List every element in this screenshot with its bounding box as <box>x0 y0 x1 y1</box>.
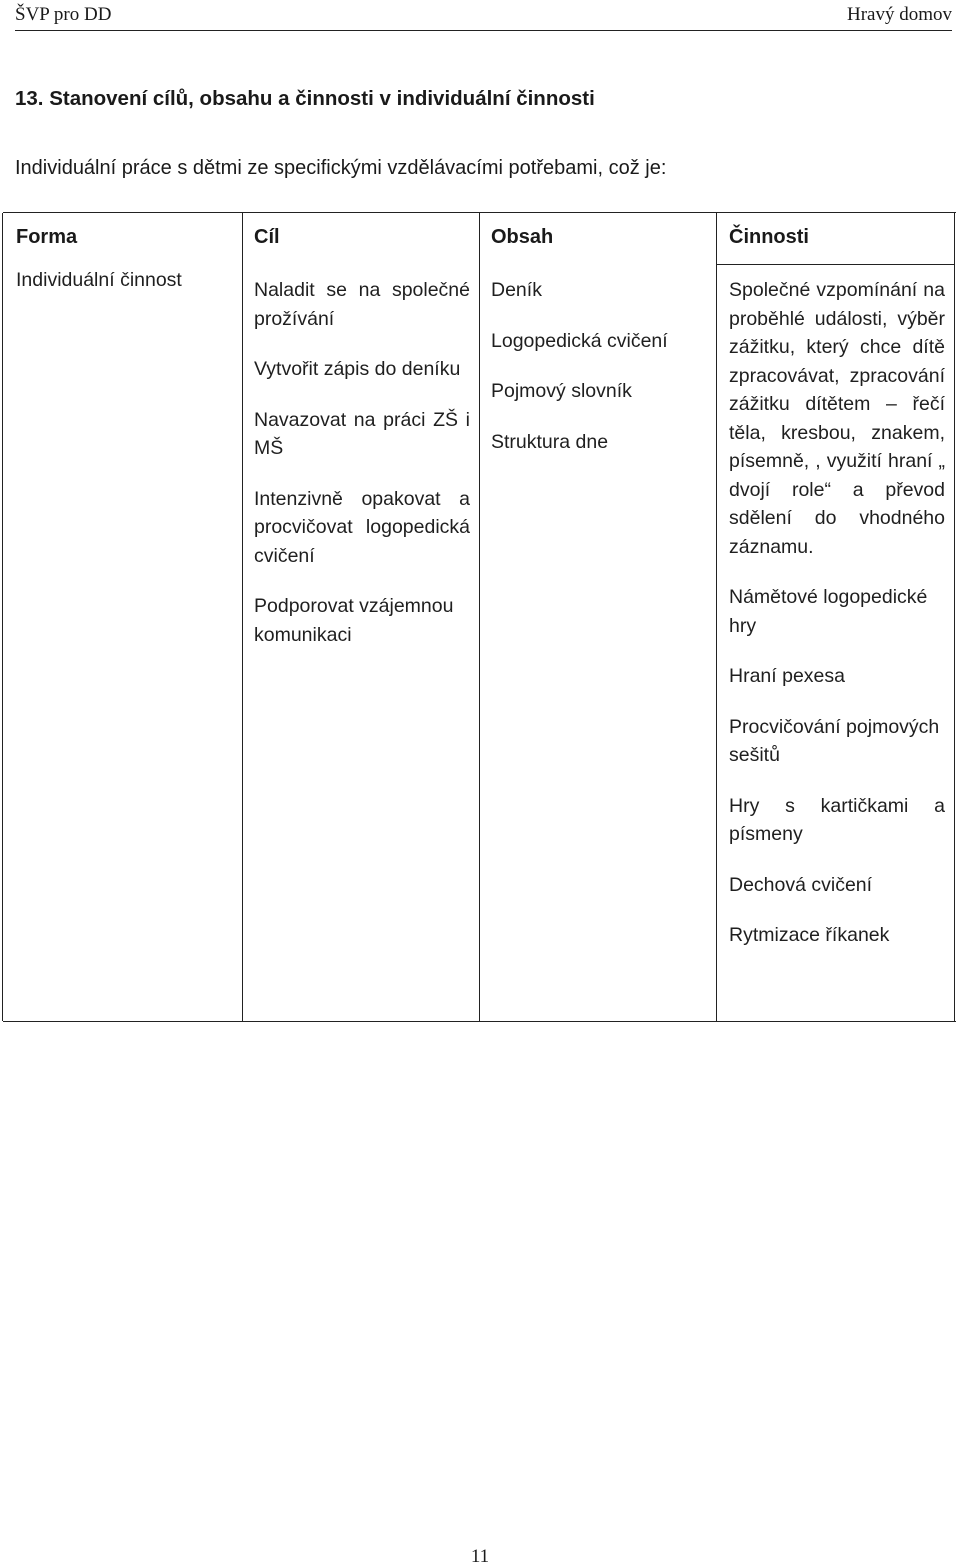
table-column-divider <box>716 213 717 1021</box>
obsah-item: Struktura dne <box>491 430 609 453</box>
obsah-item: Logopedická cvičení <box>491 329 668 352</box>
column-header-cinnosti: Činnosti <box>729 226 809 248</box>
column-header-forma: Forma <box>16 226 78 248</box>
intro-paragraph: Individuální práce s dětmi ze specifickými vzdělávacími potřebami, což je: <box>15 157 667 179</box>
cil-cell <box>254 276 470 671</box>
page-number: 11 <box>470 1546 490 1567</box>
cil-item: Podporovat vzájemnou komunikaci <box>254 595 454 646</box>
obsah-item: Deník <box>491 279 542 301</box>
column-header-cil: Cíl <box>254 226 280 248</box>
activity-table <box>3 212 956 1022</box>
forma-value: Individuální činnost <box>16 269 182 291</box>
cinnosti-cell <box>729 276 945 972</box>
cinnosti-item: Procvičování pojmových sešitů <box>729 715 940 766</box>
cinnosti-item: Společné vzpomínání na proběhlé události, výběr zážitku, který chce dítě zpracovávat, zpracování zážitku dítětem – řečí těla, kresbou, znakem, písemně, , využití hraní „ dvojí role“ a převod sdělení do vhodného záznamu. <box>729 279 945 558</box>
cinnosti-item: Námětové logopedické hry <box>729 586 928 637</box>
forma-cell <box>16 266 236 317</box>
obsah-item: Pojmový slovník <box>491 380 632 402</box>
table-border-left <box>2 213 3 1021</box>
cinnosti-item: Dechová cvičení <box>729 873 873 896</box>
column-header-obsah: Obsah <box>491 226 554 248</box>
obsah-cell <box>491 276 707 478</box>
header-left: ŠVP pro DD <box>15 4 112 25</box>
table-column-divider <box>242 213 243 1021</box>
table-column-divider <box>479 213 480 1021</box>
header-right: Hravý domov <box>846 4 952 25</box>
cinnosti-item: Hry s kartičkami a písmeny <box>729 794 945 845</box>
cinnosti-item: Hraní pexesa <box>729 665 845 687</box>
cil-item: Vytvořit zápis do deníku <box>254 358 461 380</box>
table-border-right <box>954 213 955 1021</box>
cinnosti-item: Rytmizace říkanek <box>729 924 890 946</box>
header-divider <box>15 30 952 31</box>
header-row-divider <box>716 264 955 265</box>
section-title: 13. Stanovení cílů, obsahu a činnosti v individuální činnosti <box>15 87 595 110</box>
cil-item: Intenzivně opakovat a procvičovat logopedická cvičení <box>254 487 470 567</box>
cil-item: Naladit se na společné prožívání <box>254 279 470 330</box>
cil-item: Navazovat na práci ZŠ i MŠ <box>254 408 470 459</box>
